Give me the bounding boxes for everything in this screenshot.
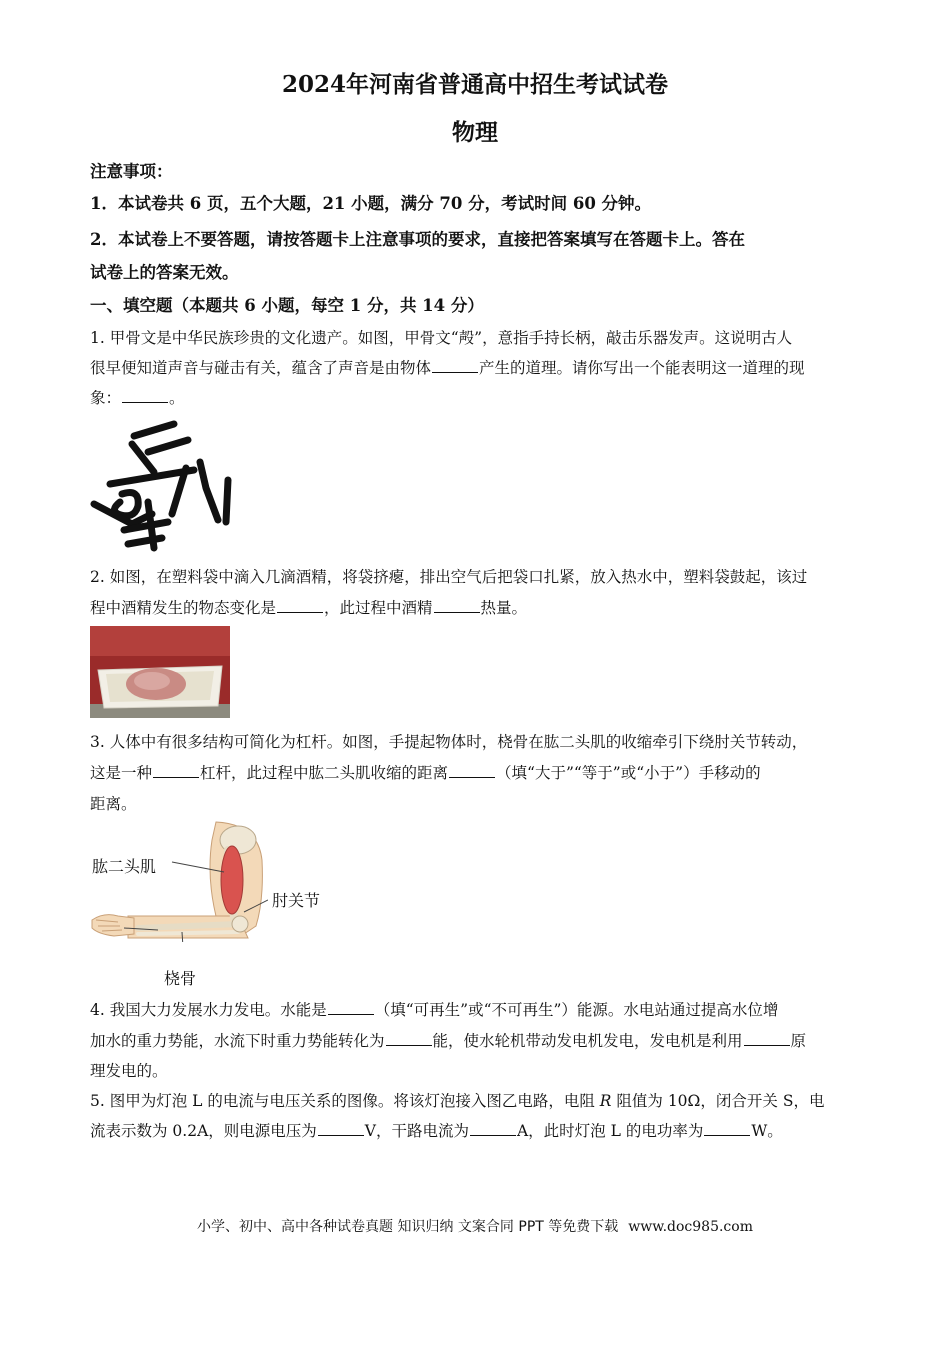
arm-lever-diagram bbox=[88, 820, 268, 942]
q3-line-2: 这是一种 杠杆，此过程中肱二头肌收缩的距离 （填“大于”“等于”或“小于”）手移动的 bbox=[90, 764, 761, 782]
q3-line-1: 3. 人体中有很多结构可简化为杠杆。如图，手提起物体时，桡骨在肱二头肌的收缩牵引下绕肘关节转动， bbox=[90, 733, 808, 751]
q2-line-1: 2. 如图，在塑料袋中滴入几滴酒精，将袋挤瘪，排出空气后把袋口扎紧，放入热水中，塑料袋鼓起，该过 bbox=[90, 568, 808, 586]
notice-item-2-line-2: 试卷上的答案无效。 bbox=[90, 263, 239, 282]
notice-item-1: 1．本试卷共 6 页，五个大题，21 小题，满分 70 分，考试时间 60 分钟。 bbox=[90, 194, 652, 213]
label-radius: 桡骨 bbox=[164, 969, 197, 988]
q2-blank-1 bbox=[277, 600, 323, 613]
q4-line-3: 理发电的。 bbox=[90, 1062, 168, 1080]
q4-line-1: 4. 我国大力发展水力发电。水能是 （填“可再生”或“不可再生”）能源。水电站通过提高水位增 bbox=[90, 1001, 779, 1019]
q4-blank-2 bbox=[386, 1033, 432, 1046]
q5-line-1: 5. 图甲为灯泡 L 的电流与电压关系的图像。将该灯泡接入图乙电路，电阻 R 阻值为 10Ω，闭合开关 S，电 bbox=[90, 1092, 825, 1110]
footer bbox=[0, 1216, 950, 1236]
q5-line-2: 流表示数为 0.2A，则电源电压为 V，干路电流为 A，此时灯泡 L 的电功率为 W。 bbox=[90, 1122, 783, 1140]
notice-heading: 注意事项： bbox=[90, 162, 173, 181]
q1-line-3: 象： 。 bbox=[90, 389, 185, 407]
oracle-bone-character-image bbox=[88, 418, 238, 552]
footer-text: 小学、初中、高中各种试卷真题 知识归纳 文案合同 PPT 等免费下载 bbox=[197, 1219, 619, 1235]
label-elbow-joint: 肘关节 bbox=[272, 891, 321, 910]
plastic-bag-in-hot-water-photo bbox=[90, 626, 230, 718]
q3-blank-2 bbox=[449, 765, 495, 778]
q3-blank-1 bbox=[153, 765, 199, 778]
q1-line-2: 很早便知道声音与碰击有关，蕴含了声音是由物体 产生的道理。请你写出一个能表明这一道理的现 bbox=[90, 359, 805, 377]
q4-blank-1 bbox=[328, 1002, 374, 1015]
section-1-heading: 一、填空题（本题共 6 小题，每空 1 分，共 14 分） bbox=[90, 296, 484, 315]
exam-subject: 物理 bbox=[452, 119, 498, 146]
q3-line-3: 距离。 bbox=[90, 795, 137, 813]
q4-line-2: 加水的重力势能，水流下时重力势能转化为 能，使水轮机带动发电机发电，发电机是利用 原 bbox=[90, 1032, 807, 1050]
q5-blank-2 bbox=[470, 1123, 516, 1136]
q2-blank-2 bbox=[434, 600, 480, 613]
q1-blank-1 bbox=[432, 360, 478, 373]
q5-blank-1 bbox=[318, 1123, 364, 1136]
q5-blank-3 bbox=[704, 1123, 750, 1136]
label-biceps: 肱二头肌 bbox=[92, 857, 157, 876]
exam-title: 2024年河南省普通高中招生考试试卷 bbox=[281, 71, 668, 98]
q1-blank-2 bbox=[122, 390, 168, 403]
footer-link[interactable]: www.doc985.com bbox=[628, 1219, 753, 1235]
q1-line-1: 1. 甲骨文是中华民族珍贵的文化遗产。如图，甲骨文“殸”，意指手持长柄，敲击乐器发声。这说明古人 bbox=[90, 329, 793, 347]
q4-blank-3 bbox=[744, 1033, 790, 1046]
notice-item-2-line-1: 2．本试卷上不要答题，请按答题卡上注意事项的要求，直接把答案填写在答题卡上。答在 bbox=[90, 230, 745, 249]
q2-line-2: 程中酒精发生的物态变化是 ，此过程中酒精 热量。 bbox=[90, 599, 528, 617]
